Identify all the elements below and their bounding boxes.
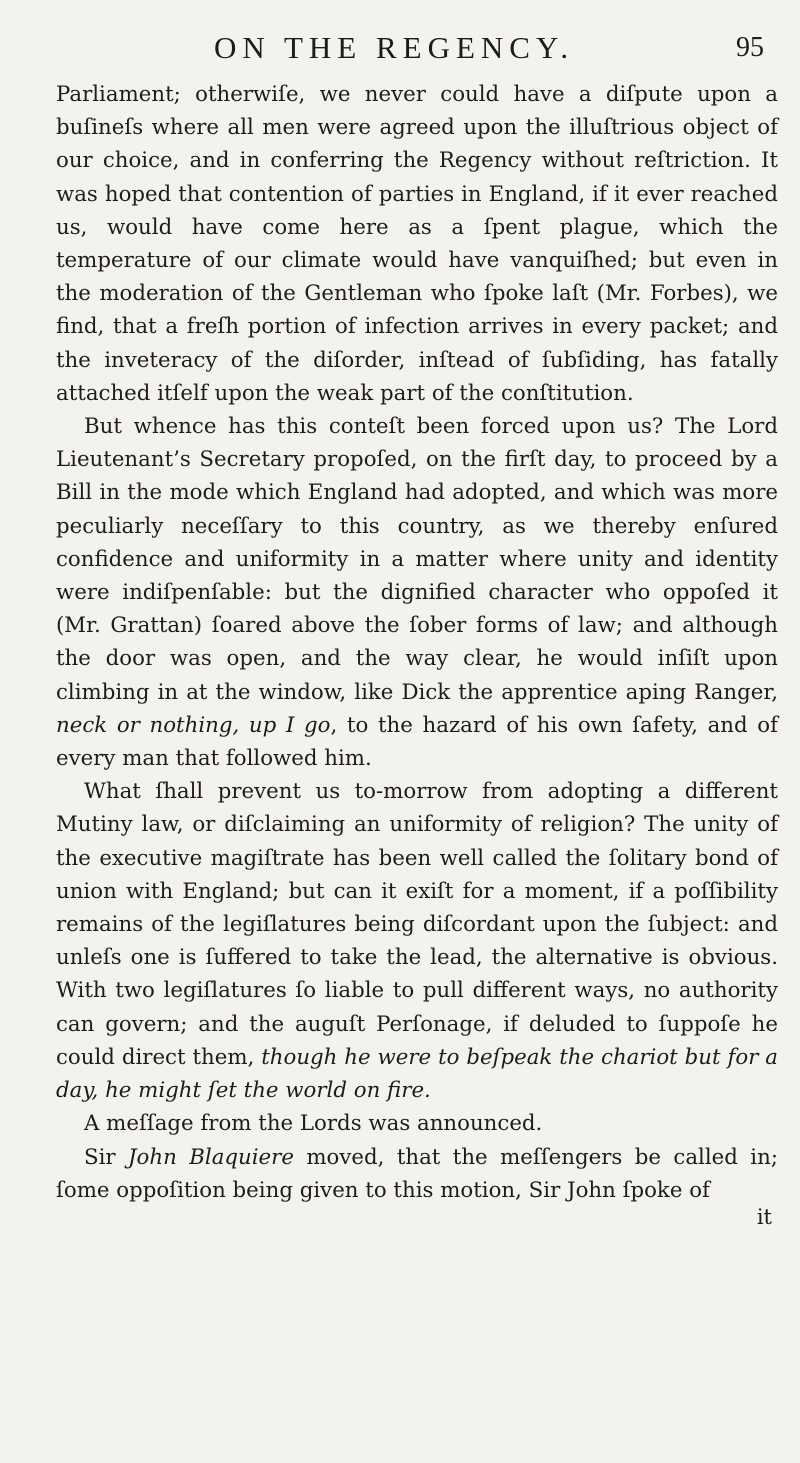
paragraph [56, 78, 778, 410]
italic-quotation: though he were to beſpeak the chariot but for a day, he might ſet the world on fire. [56, 1044, 778, 1104]
text-segment: Sir [84, 1144, 129, 1170]
text-segment: Parliament; otherwiſe, we never could have a diſpute upon a buſineſs where all men were agreed upon the illuſtrious object of our choice, and in conferring the Regency without reſtriction. It was hoped that contention of parties in England, if it ever reached us, would have come here as a ſpent plague, which the temperature of our climate would have vanquiſhed; but even in the moderation of the Gentleman who ſpoke laſt (Mr. Forbes), we find, that a freſh portion of infection arrives in every packet; and the inveteracy of the diſorder, inſtead of ſubſiding, has fatally attached itſelf upon the weak part of the conſtitution. [56, 82, 778, 406]
catchword: it [756, 1204, 772, 1229]
running-head [56, 18, 772, 78]
running-title: ON THE REGENCY. [214, 30, 575, 65]
paragraph [56, 1107, 778, 1140]
paragraph [56, 775, 778, 1107]
text-segment: , to the hazard of his own ſafety, and of every man that followed him. [56, 712, 778, 772]
text-segment: moved, that the meſſengers be called in; ſome oppoſition being given to this motion, Sir John ſpoke of [56, 1144, 778, 1203]
paragraph [56, 1141, 778, 1207]
text-segment: A meſſage from the Lords was announced. [84, 1111, 543, 1137]
text-segment: But whence has this conteſt been forced upon us? The Lord Lieutenant’s Secretary propoſed, on the firſt day, to proceed by a Bill in the mode which England had adopted, and which was more peculiarly neceſſary to this country, as we thereby enſured confidence and uniformity in a matter where unity and identity were indiſpenſable: but the dignified character who oppoſed it (Mr. Grattan) ſoared above the ſober forms of law; and although the door was open, and the way clear, he would inſiſt upon climbing in at the window, like Dick the apprentice aping Ranger, [56, 414, 778, 705]
text-segment: What ſhall prevent us to-morrow from adopting a different Mutiny law, or diſclaiming an uniformity of religion? The unity of the executive magiſtrate has been well called the ſolitary bond of union with England; but can it exiſt for a moment, if a poſſibility remains of the legiſlatures being diſcordant upon the ſubject: and unleſs one is ſuffered to take the lead, the alternative is obvious. With two legiſlatures ſo liable to pull different ways, no authority can govern; and the auguſt Perſonage, if deluded to ſuppoſe he could direct them, [56, 779, 778, 1070]
paragraph [56, 410, 778, 775]
speaker-name: John Blaquiere [128, 1144, 294, 1170]
italic-quotation: neck or nothing, up I go [56, 712, 331, 738]
body-text [56, 78, 778, 1227]
page-number: 95 [736, 32, 764, 63]
